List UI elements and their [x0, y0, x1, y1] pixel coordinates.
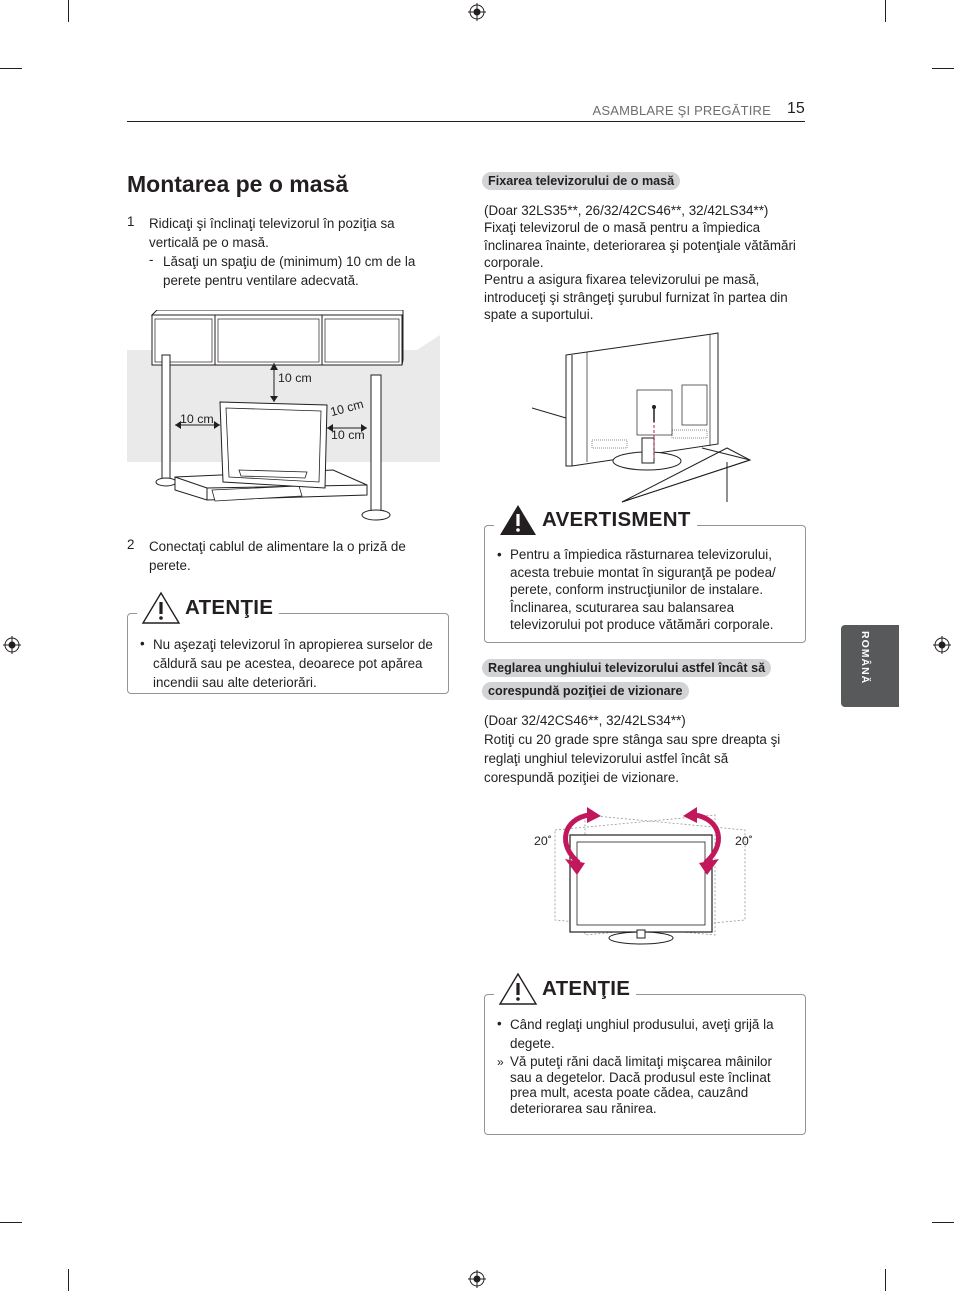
warning-triangle-icon [141, 591, 181, 625]
warning-triangle-icon [498, 503, 538, 537]
rotation-right-angle: 20˚ [735, 834, 753, 848]
registration-mark-icon [468, 3, 486, 21]
caution-title: ATENŢIE [185, 596, 274, 619]
sub-dash: - [149, 252, 154, 267]
sub-bullet: » [497, 1055, 504, 1069]
warning-text: Pentru a împiedica răsturnarea televizorului, acesta trebuie montat în siguranţă pe podea/ perete, conform instrucţiunilor de instalare. Înclinarea, scuturarea sau balansarea televizorului pot produce vătămări corporale. [510, 547, 776, 632]
step-number: 1 [127, 214, 135, 229]
crop-mark [0, 1222, 22, 1223]
caution-text-1: Când reglaţi unghiul produsului, aveţi grijă la degete. [510, 1017, 774, 1051]
crop-mark [885, 0, 886, 22]
crop-mark [68, 1269, 69, 1291]
clearance-label-top: 10 cm [278, 371, 312, 385]
warning-title: AVERTISMENT [542, 508, 691, 531]
fixing-text-2: Pentru a asigura fixarea televizorului pe masă, introduceţi şi strângeţi şurubul furnizat în partea din spate a suportului. [484, 272, 788, 322]
caution-text: Nu aşezaţi televizorul în apropierea surselor de căldură sau pe acestea, deoarece pot apărea incendii sau alte deteriorări. [153, 637, 433, 690]
crop-mark [68, 0, 69, 22]
subheading-fixing: Fixarea televizorului de o masă [482, 172, 680, 190]
fixing-text-1: Fixaţi televizorul de o masă pentru a împiedica înclinarea înainte, deteriorarea şi potenţiale vătămări corporale. [484, 220, 796, 270]
subheading-angle-line2: corespundă poziţiei de vizionare [482, 682, 689, 700]
crop-mark [885, 1269, 886, 1291]
warning-heading [494, 503, 697, 537]
crop-mark [932, 1222, 954, 1223]
language-tab-label: ROMÂNĂ [859, 631, 871, 685]
crop-mark [932, 68, 954, 69]
bullet: • [140, 636, 145, 651]
caution-title: ATENŢIE [542, 977, 631, 1000]
step-number: 2 [127, 537, 135, 552]
tv-clearance-illustration [127, 310, 445, 525]
registration-mark-icon [3, 636, 21, 654]
bullet: • [497, 1016, 502, 1031]
caution-heading [494, 972, 636, 1006]
step-2-text: Conectaţi cablul de alimentare la o priză de perete. [149, 539, 406, 573]
crop-mark [0, 68, 22, 69]
subheading-angle-line1: Reglarea unghiului televizorului astfel încât să [482, 659, 771, 677]
running-header: ASAMBLARE ŞI PREGĂTIRE [592, 103, 771, 118]
clearance-label-left: 10 cm [180, 412, 214, 426]
caution-text-2: Vă puteţi răni dacă limitaţi mişcarea mâinilor sau a degetelor. Dacă produsul este înclinat prea mult, acesta poate cădea, cauzând deteriorarea sau rănirea. [510, 1054, 772, 1116]
tv-rotation-illustration [545, 805, 755, 955]
clearance-label-right-up: 10 cm [328, 396, 365, 420]
tv-fixing-illustration [532, 330, 758, 506]
models-note: (Doar 32/42CS46**, 32/42LS34**) [484, 713, 686, 728]
rotation-left-angle: 20˚ [534, 834, 552, 848]
registration-mark-icon [468, 1270, 486, 1288]
caution-heading [137, 591, 279, 625]
clearance-label-right: 10 cm [331, 428, 365, 442]
bullet: • [497, 547, 502, 562]
language-tab [841, 625, 899, 707]
angle-text: Rotiţi cu 20 grade spre stânga sau spre dreapta şi reglaţi unghiul televizorului astfel încât să corespundă poziţiei de vizionare. [484, 732, 781, 785]
registration-mark-icon [933, 636, 951, 654]
warning-triangle-icon [498, 972, 538, 1006]
models-note: (Doar 32LS35**, 26/32/42CS46**, 32/42LS34**) [484, 203, 769, 218]
step-1-sub-text: Lăsaţi un spaţiu de (minimum) 10 cm de la perete pentru ventilare adecvată. [163, 254, 416, 288]
step-1-text: Ridicaţi şi înclinaţi televizorul în poziţia sa verticală pe o masă. [149, 216, 395, 250]
page-title: Montarea pe o masă [127, 171, 349, 197]
header-rule [127, 121, 805, 122]
page-number: 15 [787, 100, 805, 117]
